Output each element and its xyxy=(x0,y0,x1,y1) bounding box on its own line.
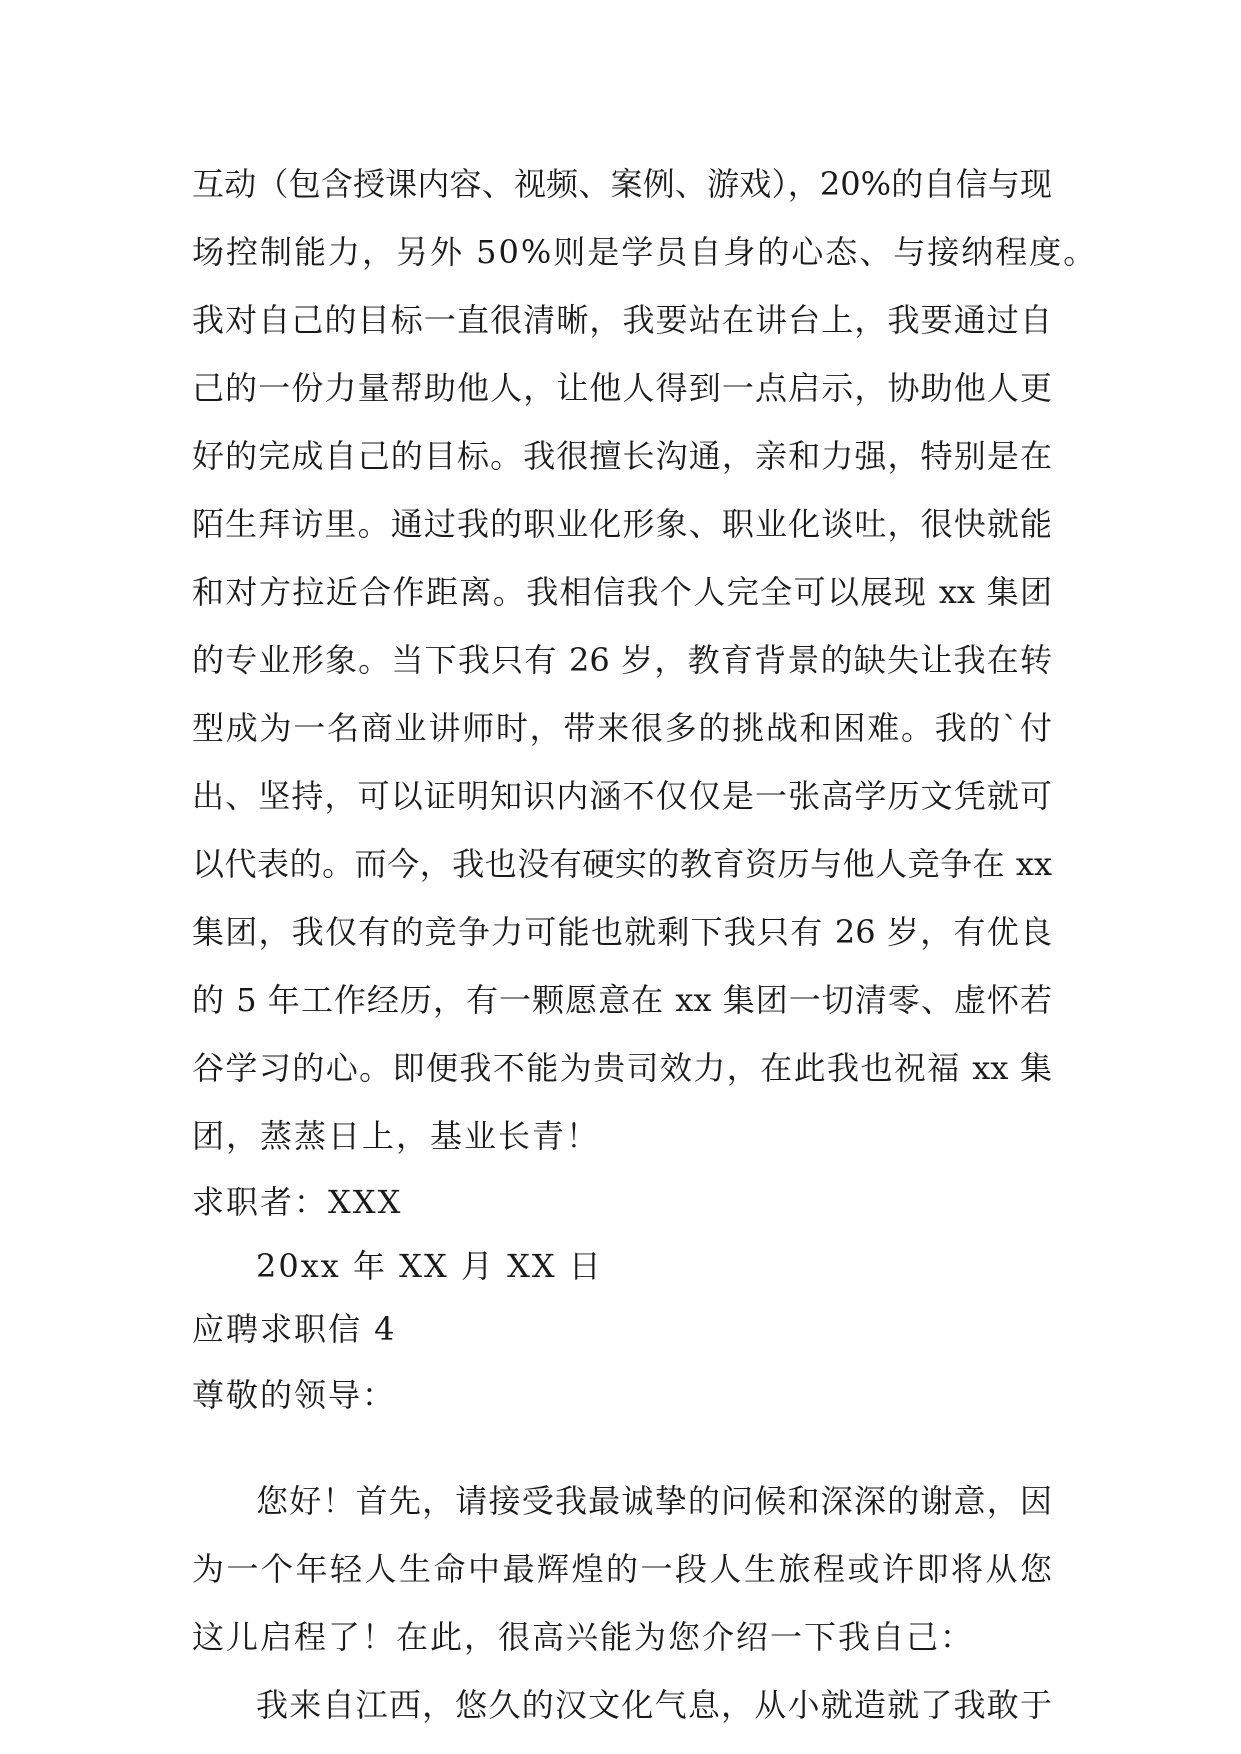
text-line: 我对自己的目标一直很清晰，我要站在讲台上，我要通过自 xyxy=(192,301,1052,339)
text-line: 的专业形象。当下我只有 26 岁，教育背景的缺失让我在转 xyxy=(192,641,1052,679)
text-line: 出、坚持，可以证明知识内涵不仅仅是一张高学历文凭就可 xyxy=(192,777,1052,815)
text-line: 为一个年轻人生命中最辉煌的一段人生旅程或许即将从您 xyxy=(192,1550,1052,1588)
salutation: 尊敬的领导： xyxy=(192,1376,397,1414)
date-line: 20xx 年 XX 月 XX 日 xyxy=(256,1247,603,1285)
text-line: 您好！首先，请接受我最诚挚的问候和深深的谢意，因 xyxy=(256,1482,1052,1520)
text-line: 这儿启程了！在此，很高兴能为您介绍一下我自己： xyxy=(192,1618,975,1656)
text-line: 谷学习的心。即便我不能为贵司效力，在此我也祝福 xx 集 xyxy=(192,1049,1052,1087)
signer-line: 求职者：XXX xyxy=(192,1183,403,1221)
text-line: 互动（包含授课内容、视频、案例、游戏），20%的自信与现 xyxy=(192,165,1052,203)
text-line: 场控制能力，另外 50%则是学员自身的心态、与接纳程度。 xyxy=(192,233,1098,271)
text-line: 己的一份力量帮助他人，让他人得到一点启示，协助他人更 xyxy=(192,369,1052,407)
text-line: 我来自江西，悠久的汉文化气息，从小就造就了我敢于 xyxy=(256,1686,1052,1724)
text-line: 集团，我仅有的竞争力可能也就剩下我只有 26 岁，有优良 xyxy=(192,913,1052,951)
text-line: 陌生拜访里。通过我的职业化形象、职业化谈吐，很快就能 xyxy=(192,505,1052,543)
section-title: 应聘求职信 4 xyxy=(192,1310,397,1348)
text-line: 以代表的。而今，我也没有硬实的教育资历与他人竞争在 xx xyxy=(192,845,1052,883)
text-line: 团，蒸蒸日上，基业长青！ xyxy=(192,1117,601,1155)
text-line: 和对方拉近合作距离。我相信我个人完全可以展现 xx 集团 xyxy=(192,573,1052,611)
text-line: 型成为一名商业讲师时，带来很多的挑战和困难。我的`付 xyxy=(192,709,1052,747)
text-line: 好的完成自己的目标。我很擅长沟通，亲和力强，特别是在 xyxy=(192,437,1052,475)
text-line: 的 5 年工作经历，有一颗愿意在 xx 集团一切清零、虚怀若 xyxy=(192,981,1052,1019)
